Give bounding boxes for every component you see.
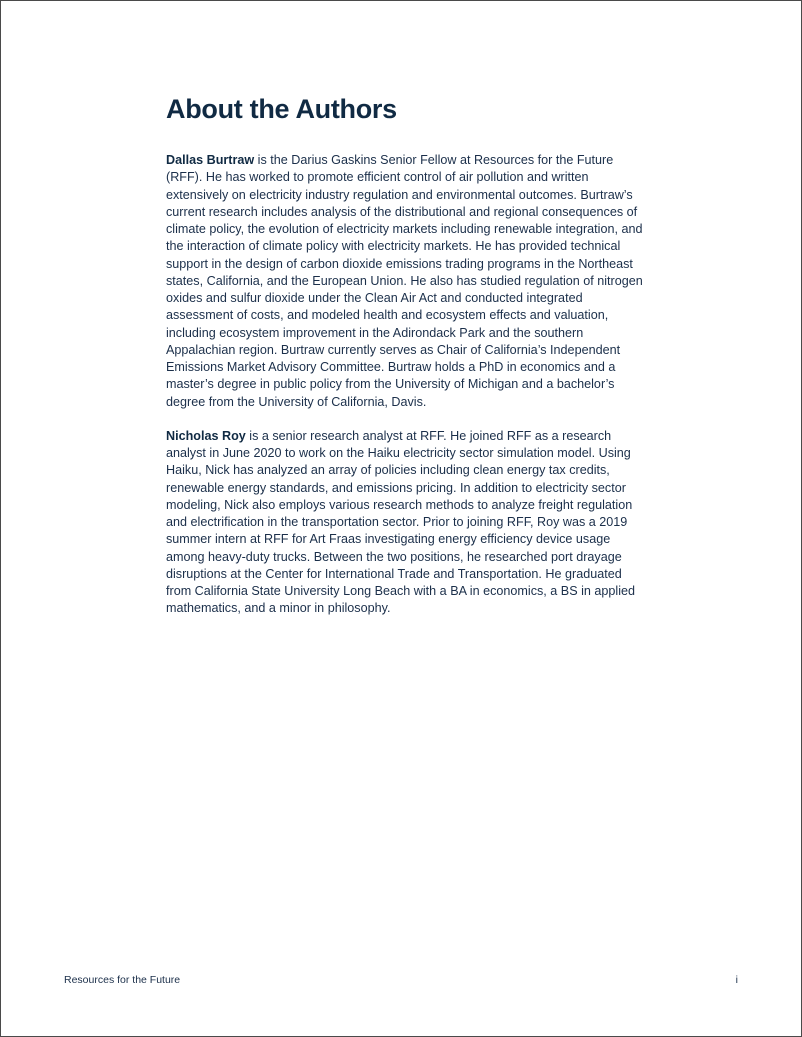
author-bio-text: is a senior research analyst at RFF. He joined RFF as a research analyst in June 2020 to work on the Haiku electricity sector simulation model. Using Haiku, Nick has analyzed an array of policies including clean energy tax credits, renewable energy standards, and emissions pricing. In addition to electricity sector modeling, Nick also employs various research methods to analyze freight regulation and electrification in the transportation sector. Prior to joining RFF, Roy was a 2019 summer intern at RFF for Art Fraas investigating energy efficiency device usage among heavy-duty trucks. Between the two positions, he researched port drayage disruptions at the Center for International Trade and Transportation. He graduated from California State University Long Beach with a BA in economics, a BS in applied mathematics, and a minor in philosophy. — [166, 428, 636, 616]
author-name: Nicholas Roy — [166, 428, 246, 443]
page-content — [166, 93, 644, 618]
author-bio-roy — [166, 428, 644, 618]
author-bio-text: is the Darius Gaskins Senior Fellow at Resources for the Future (RFF). He has worked to promote efficient control of air pollution and written extensively on electricity industry regulation and environmental outcomes. Burtraw’s current research includes analysis of the distributional and regional consequences of climate policy, the evolution of electricity markets including renewable integration, and the interaction of climate policy with electricity markets. He has provided technical support in the design of carbon dioxide emissions trading programs in the Northeast states, California, and the European Union. He also has studied regulation of nitrogen oxides and sulfur dioxide under the Clean Air Act and conducted integrated assessment of costs, and modeled health and ecosystem effects and valuation, including ecosystem improvement in the Adirondack Park and the southern Appalachian region. Burtraw currently serves as Chair of California’s Independent Emissions Market Advisory Committee. Burtraw holds a PhD in economics and a master’s degree in public policy from the University of Michigan and a bachelor’s degree from the University of California, Davis. — [166, 153, 643, 409]
author-name: Dallas Burtraw — [166, 153, 255, 167]
author-bio-burtraw — [166, 152, 644, 411]
footer-page-number: i — [735, 974, 738, 986]
page-title: About the Authors — [166, 94, 397, 124]
footer-organization: Resources for the Future — [64, 974, 181, 986]
